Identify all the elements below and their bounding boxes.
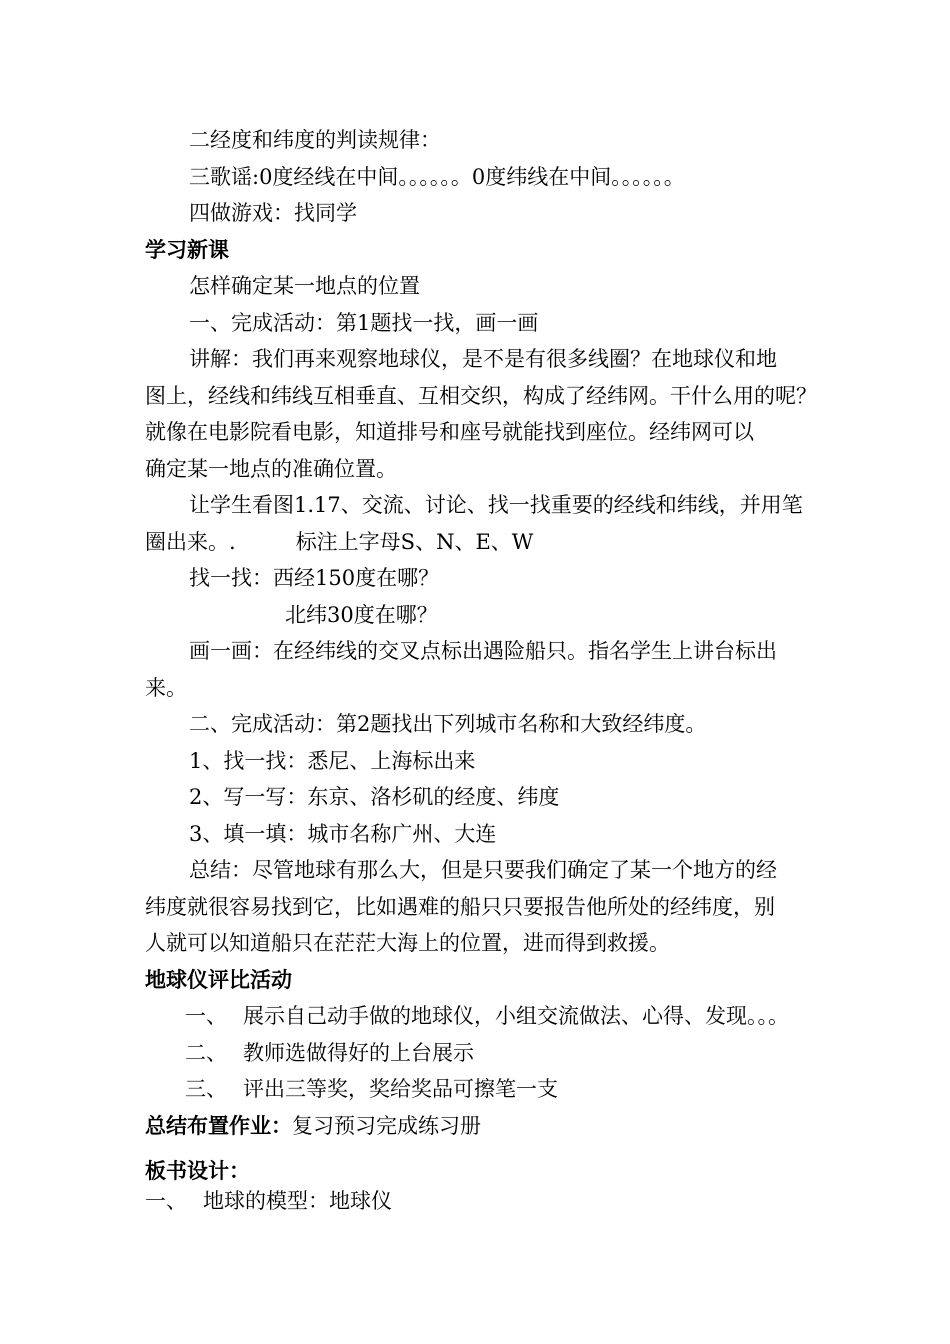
contest-item-3-num: 三、	[185, 1077, 227, 1101]
look-line-2-b: 标注上字母S、N、E、W	[295, 529, 534, 554]
new-lesson-topic: 怎样确定某一地点的位置	[189, 274, 420, 298]
draw-line-2: 来。	[145, 675, 187, 700]
review-item-3: 三歌谣:0度经线在中间。。。。。。0度纬线在中间。。。。。。	[189, 164, 685, 189]
new-lesson-heading: 学习新课	[145, 237, 229, 262]
activity2-step-3: 3、填一填：城市名称广州、大连	[189, 821, 497, 846]
find-line-1: 找一找：西经150度在哪？	[189, 566, 440, 590]
globe-contest-heading: 地球仪评比活动	[145, 967, 292, 992]
homework-label: 总结布置作业：	[145, 1113, 292, 1138]
homework-text: 复习预习完成练习册	[292, 1113, 481, 1138]
activity1-title: 一、完成活动：第1题找一找，画一画	[189, 310, 539, 335]
find-line-2: 北纬30度在哪？	[285, 602, 438, 627]
explain-line-4: 确定某一地点的准确位置。	[145, 456, 397, 481]
activity2-step-1: 1、找一找：悉尼、上海标出来	[189, 748, 476, 773]
board-item-1	[145, 1186, 815, 1216]
review-item-2: 二经度和纬度的判读规律：	[189, 128, 441, 152]
contest-item-3-text: 评出三等奖，奖给奖品可擦笔一支	[243, 1077, 558, 1101]
contest-item-1	[145, 998, 815, 1035]
document-page	[145, 122, 815, 1216]
draw-line-1: 画一画：在经纬线的交叉点标出遇险船只。指名学生上讲台标出	[189, 639, 777, 663]
explain-line-1: 讲解：我们再来观察地球仪，是不是有很多线圈？在地球仪和地	[189, 347, 777, 371]
contest-item-2	[145, 1035, 815, 1072]
contest-item-2-num: 二、	[185, 1040, 227, 1065]
homework-line	[145, 1108, 815, 1145]
contest-item-2-text: 教师选做得好的上台展示	[243, 1040, 474, 1065]
summary-line-1: 总结：尽管地球有那么大，但是只要我们确定了某一个地方的经	[189, 858, 777, 882]
board-item-1-num: 一、	[145, 1189, 187, 1213]
look-line-2-a: 圈出来。.	[145, 529, 236, 554]
explain-line-2: 图上，经线和纬线互相垂直、互相交织，构成了经纬网。干什么用的呢？	[145, 383, 817, 408]
explain-line-3: 就像在电影院看电影，知道排号和座号就能找到座位。经纬网可以	[145, 420, 754, 444]
contest-item-1-num: 一、	[185, 1004, 227, 1028]
summary-line-3: 人就可以知道船只在茫茫大海上的位置，进而得到救援。	[145, 931, 670, 955]
activity2-step-2: 2、写一写：东京、洛杉矶的经度、纬度	[189, 785, 560, 809]
review-item-4: 四做游戏：找同学	[189, 201, 357, 225]
board-heading: 板书设计：	[145, 1159, 250, 1183]
look-line-1: 让学生看图1.17、交流、讨论、找一找重要的经线和纬线，并用笔	[189, 493, 803, 517]
contest-item-3	[145, 1071, 815, 1108]
contest-item-1-text: 展示自己动手做的地球仪，小组交流做法、心得、发现。。。	[243, 1004, 789, 1028]
look-line-2	[145, 524, 815, 561]
summary-line-2: 纬度就很容易找到它，比如遇难的船只只要报告他所处的经纬度，别	[145, 894, 775, 919]
board-item-1-text: 地球的模型：地球仪	[203, 1189, 392, 1213]
activity2-title: 二、完成活动：第2题找出下列城市名称和大致经纬度。	[189, 712, 707, 736]
